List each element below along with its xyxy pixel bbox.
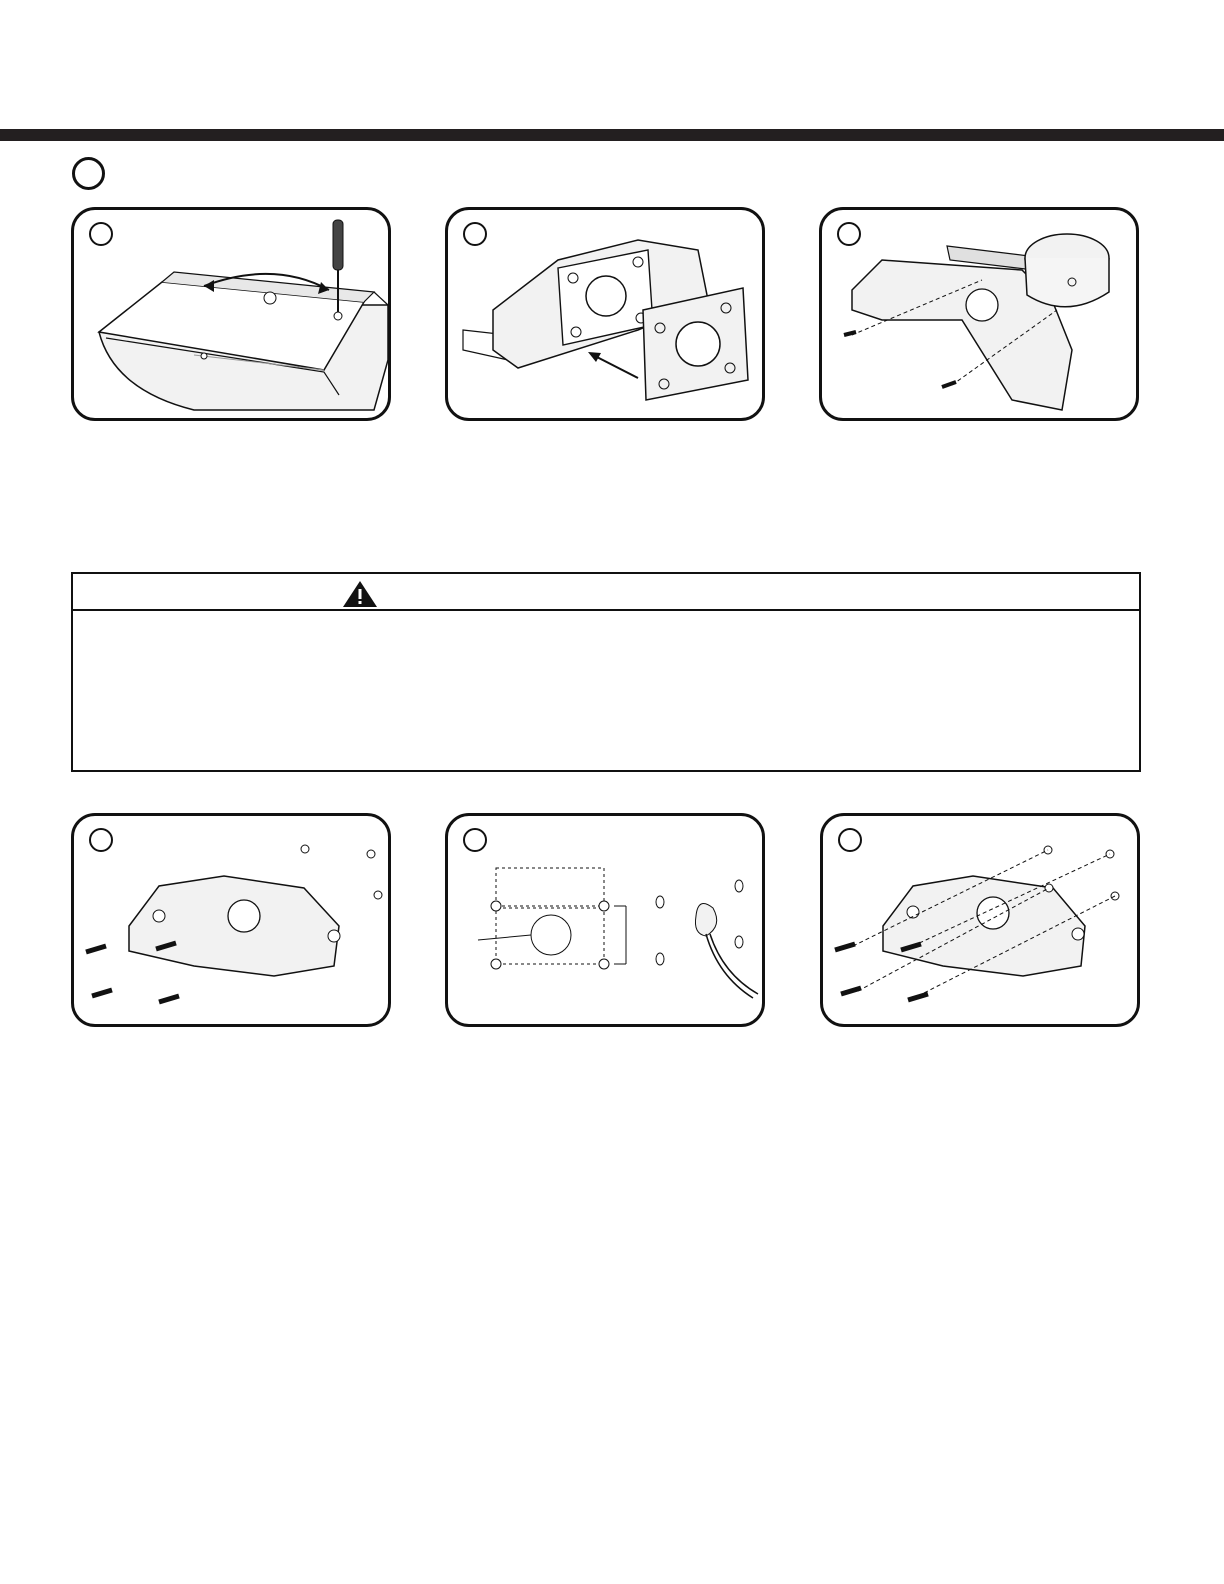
fixture-cover-illustration xyxy=(74,210,388,418)
substep-circle-icon xyxy=(89,828,113,852)
warning-triangle-icon xyxy=(342,580,378,608)
gasket-panel xyxy=(445,207,765,421)
housing-bolts-illustration xyxy=(74,816,388,1024)
mounting-template-illustration xyxy=(448,816,762,1024)
header-bar xyxy=(0,129,1224,141)
junction-box-panel xyxy=(819,207,1139,421)
junction-box-illustration xyxy=(822,210,1136,418)
housing-assembly-illustration xyxy=(823,816,1137,1024)
step-circle-icon xyxy=(72,157,105,190)
substep-circle-icon xyxy=(89,222,113,246)
remove-cover-panel xyxy=(71,207,391,421)
substep-circle-icon xyxy=(837,222,861,246)
bolts-panel xyxy=(71,813,391,1027)
substep-circle-icon xyxy=(463,828,487,852)
mounting-template-panel xyxy=(445,813,765,1027)
warning-box xyxy=(71,572,1141,772)
warning-header xyxy=(73,574,1139,611)
substep-circle-icon xyxy=(838,828,862,852)
gasket-illustration xyxy=(448,210,762,418)
assemble-bolts-panel xyxy=(820,813,1140,1027)
substep-circle-icon xyxy=(463,222,487,246)
